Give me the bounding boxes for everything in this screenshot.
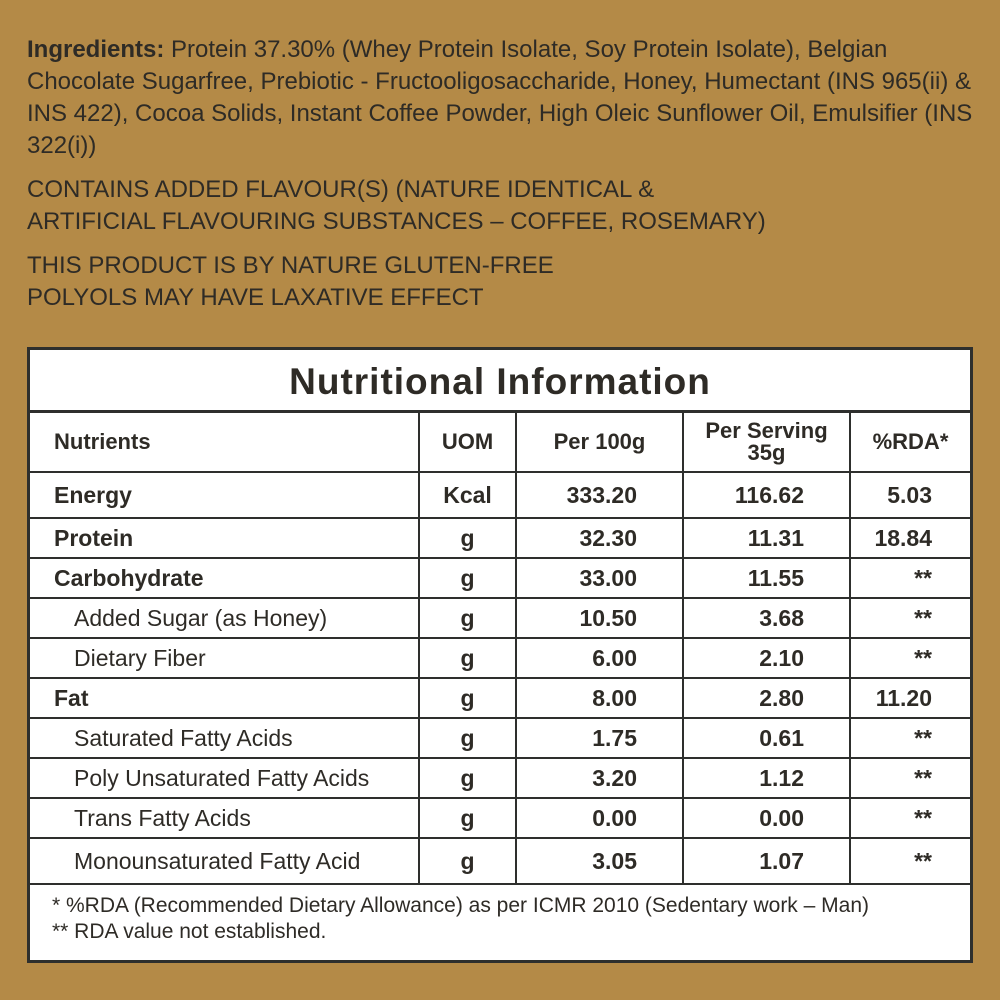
flavour-line-2: ARTIFICIAL FLAVOURING SUBSTANCES – COFFEE, ROSEMARY) <box>27 208 766 235</box>
per-100g-value: 3.05 <box>516 838 683 884</box>
nutrient-uom: g <box>419 718 516 758</box>
rda-value: ** <box>850 718 970 758</box>
header-nutrients: Nutrients <box>30 413 419 472</box>
per-100g-value: 6.00 <box>516 638 683 678</box>
rda-value: 5.03 <box>850 472 970 518</box>
flavour-line-1: CONTAINS ADDED FLAVOUR(S) (NATURE IDENTICAL & <box>27 176 655 203</box>
rda-value: ** <box>850 758 970 798</box>
per-serving-value: 1.07 <box>683 838 850 884</box>
footnote-not-established: ** RDA value not established. <box>52 920 327 943</box>
per-100g-value: 3.20 <box>516 758 683 798</box>
per-serving-value: 0.61 <box>683 718 850 758</box>
per-serving-value: 3.68 <box>683 598 850 638</box>
header-per-100g: Per 100g <box>516 413 683 472</box>
per-serving-value: 11.55 <box>683 558 850 598</box>
nutrient-name: Trans Fatty Acids <box>30 798 419 838</box>
nutrient-uom: g <box>419 798 516 838</box>
ingredients-label: Ingredients: <box>27 36 165 63</box>
table-row <box>30 798 970 838</box>
ingredients-text: Protein 37.30% (Whey Protein Isolate, Soy Protein Isolate), Belgian Chocolate Sugarfree, Prebiotic - Fructooligosaccharide, Honey, Humectant (INS 965(ii) & INS 422), Cocoa Solids, Instant Coffee Powder, High Oleic Sunflower Oil, Emulsifier (INS 322(i)) <box>27 36 973 159</box>
rda-value: ** <box>850 838 970 884</box>
header-per-serving <box>683 413 850 472</box>
nutrient-name: Dietary Fiber <box>30 638 419 678</box>
nutrient-name: Fat <box>30 678 419 718</box>
product-notes <box>27 250 977 314</box>
nutrient-name: Protein <box>30 518 419 558</box>
nutrient-uom: g <box>419 558 516 598</box>
per-100g-value: 1.75 <box>516 718 683 758</box>
per-100g-value: 32.30 <box>516 518 683 558</box>
ingredients-paragraph <box>27 34 977 162</box>
rda-value: ** <box>850 798 970 838</box>
nutrient-name: Saturated Fatty Acids <box>30 718 419 758</box>
nutrient-uom: g <box>419 598 516 638</box>
per-100g-value: 8.00 <box>516 678 683 718</box>
per-100g-value: 0.00 <box>516 798 683 838</box>
table-row <box>30 472 970 518</box>
per-serving-value: 1.12 <box>683 758 850 798</box>
nutrient-name: Added Sugar (as Honey) <box>30 598 419 638</box>
nutrient-name: Carbohydrate <box>30 558 419 598</box>
nutrition-panel <box>27 347 973 963</box>
nutrient-uom: g <box>419 838 516 884</box>
flavour-statement <box>27 174 977 238</box>
gluten-free-note: THIS PRODUCT IS BY NATURE GLUTEN-FREE <box>27 252 554 279</box>
table-row <box>30 638 970 678</box>
table-row <box>30 558 970 598</box>
per-serving-value: 11.31 <box>683 518 850 558</box>
per-serving-value: 2.10 <box>683 638 850 678</box>
nutrient-uom: g <box>419 518 516 558</box>
rda-value: ** <box>850 638 970 678</box>
nutrient-name: Energy <box>30 472 419 518</box>
rda-value: ** <box>850 558 970 598</box>
per-serving-value: 0.00 <box>683 798 850 838</box>
table-row <box>30 678 970 718</box>
nutrient-uom: g <box>419 678 516 718</box>
rda-value: ** <box>850 598 970 638</box>
nutrient-name: Monounsaturated Fatty Acid <box>30 838 419 884</box>
per-serving-value: 2.80 <box>683 678 850 718</box>
table-row <box>30 518 970 558</box>
header-per-serving-line1: Per Serving <box>705 418 828 443</box>
laxative-note: POLYOLS MAY HAVE LAXATIVE EFFECT <box>27 284 484 311</box>
footnote-rda: * %RDA (Recommended Dietary Allowance) as per ICMR 2010 (Sedentary work – Man) <box>52 894 870 917</box>
header-rda: %RDA* <box>850 413 970 472</box>
rda-value: 18.84 <box>850 518 970 558</box>
table-header-row <box>30 413 970 472</box>
table-footnotes <box>30 885 970 945</box>
per-serving-value: 116.62 <box>683 472 850 518</box>
nutrient-uom: g <box>419 638 516 678</box>
nutrition-table <box>30 413 970 885</box>
table-row <box>30 758 970 798</box>
label-text-block <box>27 34 977 314</box>
per-100g-value: 10.50 <box>516 598 683 638</box>
table-row <box>30 838 970 884</box>
table-row <box>30 598 970 638</box>
per-100g-value: 33.00 <box>516 558 683 598</box>
per-100g-value: 333.20 <box>516 472 683 518</box>
header-uom: UOM <box>419 413 516 472</box>
nutrient-uom: Kcal <box>419 472 516 518</box>
table-row <box>30 718 970 758</box>
header-per-serving-line2: 35g <box>747 440 786 465</box>
nutrient-uom: g <box>419 758 516 798</box>
nutrient-name: Poly Unsaturated Fatty Acids <box>30 758 419 798</box>
nutrition-title: Nutritional Information <box>30 350 970 413</box>
rda-value: 11.20 <box>850 678 970 718</box>
